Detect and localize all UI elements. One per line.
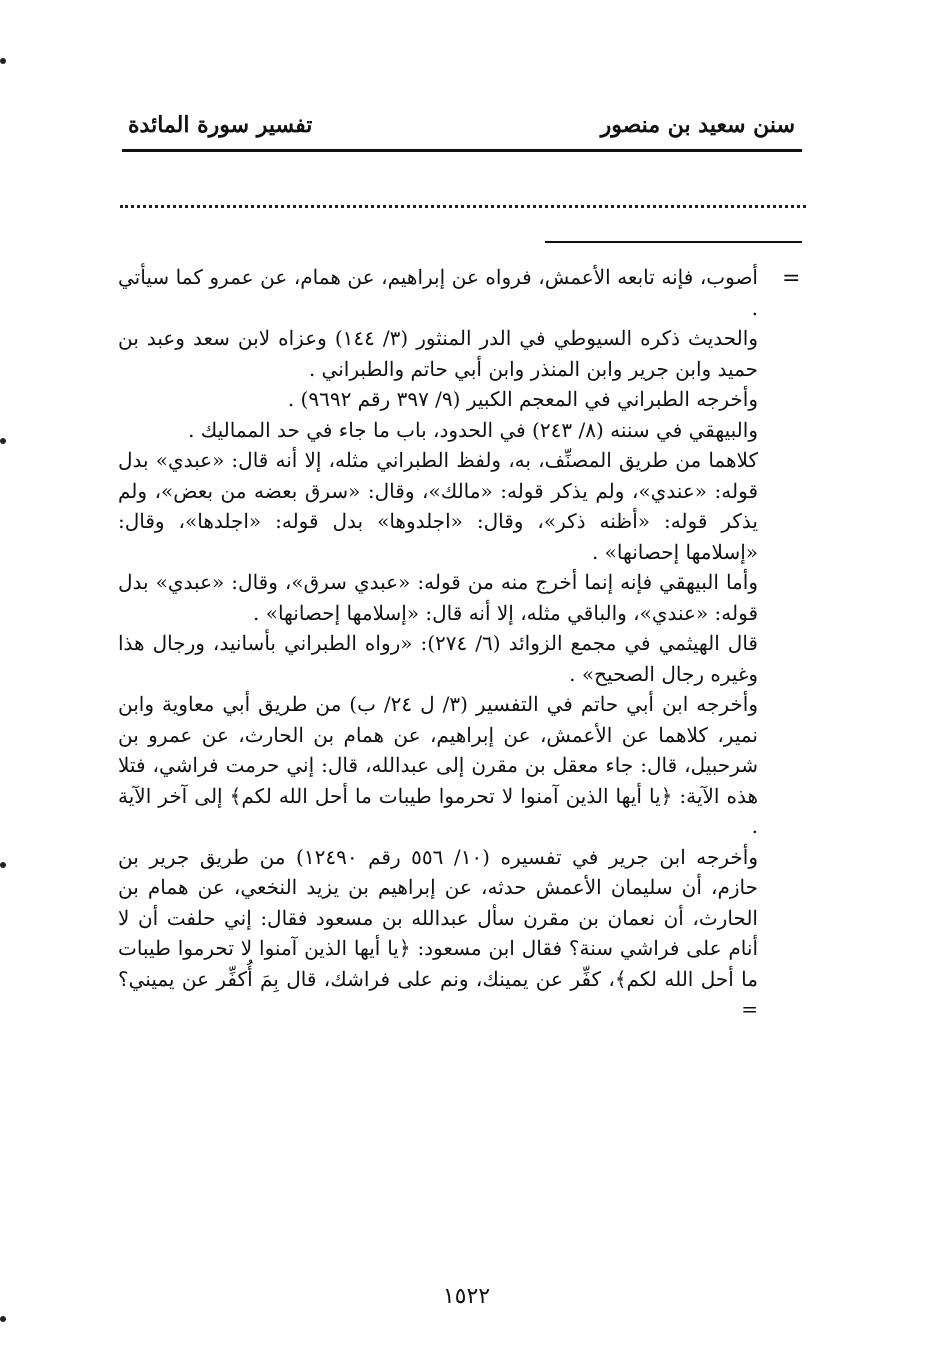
book-title: سنن سعيد بن منصور <box>600 112 795 138</box>
paragraph: وأخرجه ابن أبي حاتم في التفسير (٣/ ل ٢٤/ ب) من طريق أبي معاوية وابن نمير، كلاهما عن الأعمش، عن إبراهيم، عن همام بن الحارث، عن عمرو بن شرحبيل، قال: جاء معقل بن مقرن إلى عبدالله، قال: إني حرمت فراشي، فتلا هذه الآية: ﴿يا أيها الذين آمنوا لا تحرموا طيبات ما أحل الله لكم﴾ إلى آخر الآية . <box>118 692 758 838</box>
section-title: تفسير سورة المائدة <box>128 112 313 138</box>
scan-edge-mark <box>0 58 6 64</box>
scan-edge-mark <box>0 862 6 868</box>
footnote-rule <box>545 241 802 243</box>
paragraph: والبيهقي في سننه (٨/ ٢٤٣) في الحدود، باب ما جاء في حد المماليك . <box>188 417 758 442</box>
paragraph: كلاهما من طريق المصنِّف، به، ولفظ الطبراني مثله، إلا أنه قال: «عبدي» بدل قوله: «عندي»، ولم يذكر قوله: «مالك»، وقال: «سرق بعضه من بعض»، ولم يذكر قوله: «أظنه ذكر»، وقال: «اجلدوها» بدل قوله: «اجلدها»، وقال: «إسلامها إحصانها» . <box>118 448 758 564</box>
paragraph: قال الهيثمي في مجمع الزوائد (٦/ ٢٧٤): «رواه الطبراني بأسانيد، ورجال هذا وغيره رجال الصحيح» . <box>118 631 758 686</box>
paragraph: أصوب، فإنه تابعه الأعمش، فرواه عن إبراهيم، عن همام، عن عمرو كما سيأتي . <box>118 265 758 320</box>
scan-edge-mark <box>0 1316 6 1322</box>
continuation-mark: = <box>782 266 801 291</box>
paragraph: وأخرجه الطبراني في المعجم الكبير (٩/ ٣٩٧ رقم ٩٦٩٢) . <box>287 387 758 411</box>
scan-edge-mark <box>0 438 6 444</box>
page-number: ١٥٢٢ <box>442 1284 491 1309</box>
paragraph: وأما البيهقي فإنه إنما أخرج منه من قوله: «عبدي سرق»، وقال: «عبدي» بدل قوله: «عندي»، والباقي مثله، إلا أنه قال: «إسلامها إحصانها» . <box>118 570 758 625</box>
paragraph: والحديث ذكره السيوطي في الدر المنثور (٣/ ١٤٤) وعزاه لابن سعد وعبد بن حميد وابن جرير وابن المنذر وابن أبي حاتم والطبراني . <box>118 326 758 381</box>
header-rule <box>122 149 802 152</box>
dotted-separator <box>120 205 806 208</box>
paragraph: وأخرجه ابن جرير في تفسيره (١٠/ ٥٥٦ رقم ١٢٤٩٠) من طريق جرير بن حازم، أن سليمان الأعمش حدثه، عن إبراهيم بن يزيد النخعي، عن همام بن الحارث، أن نعمان بن مقرن سأل عبدالله بن مسعود فقال: إني حلفت أن لا أنام على فراشي سنة؟ فقال ابن مسعود: ﴿يا أيها الذين آمنوا لا تحرموا طيبات ما أحل الله لكم﴾، كفِّر عن يمينك، ونم على فراشك، قال بِمَ أُكفِّر عن يميني؟= <box>118 844 758 1021</box>
footnote-body <box>118 262 758 1025</box>
